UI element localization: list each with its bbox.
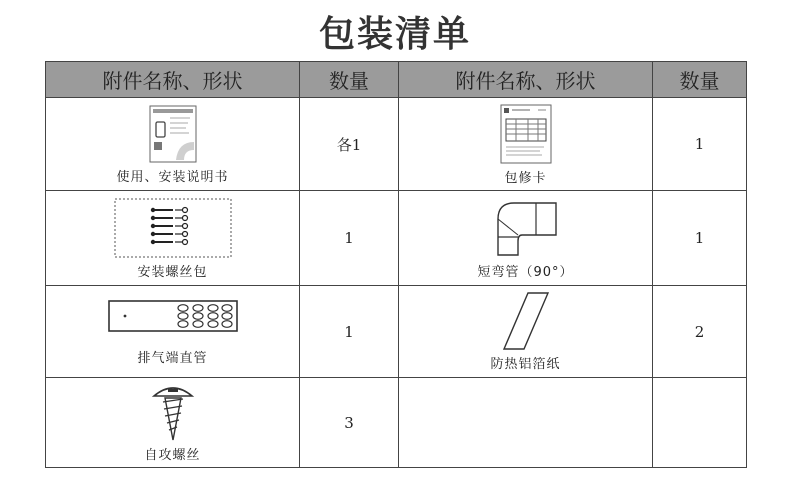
packing-list-table xyxy=(45,61,747,468)
item-name: 包修卡 xyxy=(504,170,547,186)
foil-strip-icon xyxy=(496,291,556,351)
item-name: 防热铝箔纸 xyxy=(490,357,561,372)
item-cell xyxy=(46,191,300,286)
table-row xyxy=(46,286,747,378)
item-quantity: 1 xyxy=(653,98,747,191)
exhaust-pipe-icon xyxy=(107,297,239,337)
empty-cell xyxy=(653,378,747,468)
empty-cell xyxy=(399,378,653,468)
item-name: 自攻螺丝 xyxy=(144,448,201,463)
tapping-screw-icon xyxy=(148,382,198,442)
item-quantity: 2 xyxy=(653,286,747,378)
item-quantity: 1 xyxy=(653,191,747,286)
table-row xyxy=(46,98,747,191)
table-row xyxy=(46,191,747,286)
item-cell xyxy=(46,98,300,191)
item-cell xyxy=(399,286,653,378)
item-cell xyxy=(46,378,300,468)
item-cell xyxy=(46,286,300,378)
item-quantity: 各1 xyxy=(300,98,399,191)
header-item-name-right: 附件名称、形状 xyxy=(399,62,653,98)
elbow-pipe-icon xyxy=(486,197,566,259)
table-header-row xyxy=(46,62,747,98)
header-quantity-right: 数量 xyxy=(653,62,747,98)
item-cell xyxy=(399,191,653,286)
item-cell xyxy=(399,98,653,191)
header-item-name-left: 附件名称、形状 xyxy=(46,62,300,98)
item-name: 安装螺丝包 xyxy=(137,264,208,280)
item-quantity: 3 xyxy=(300,378,399,468)
header-quantity-left: 数量 xyxy=(300,62,399,98)
manual-booklet-icon xyxy=(148,104,198,164)
screw-pack-icon xyxy=(113,197,233,259)
warranty-card-icon xyxy=(498,103,554,165)
table-row xyxy=(46,378,747,468)
item-name: 使用、安装说明书 xyxy=(116,169,229,185)
item-name: 短弯管（90°） xyxy=(477,264,574,280)
item-name: 排气端直管 xyxy=(137,351,208,366)
page-title: 包装清单 xyxy=(318,14,471,55)
item-quantity: 1 xyxy=(300,191,399,286)
item-quantity: 1 xyxy=(300,286,399,378)
